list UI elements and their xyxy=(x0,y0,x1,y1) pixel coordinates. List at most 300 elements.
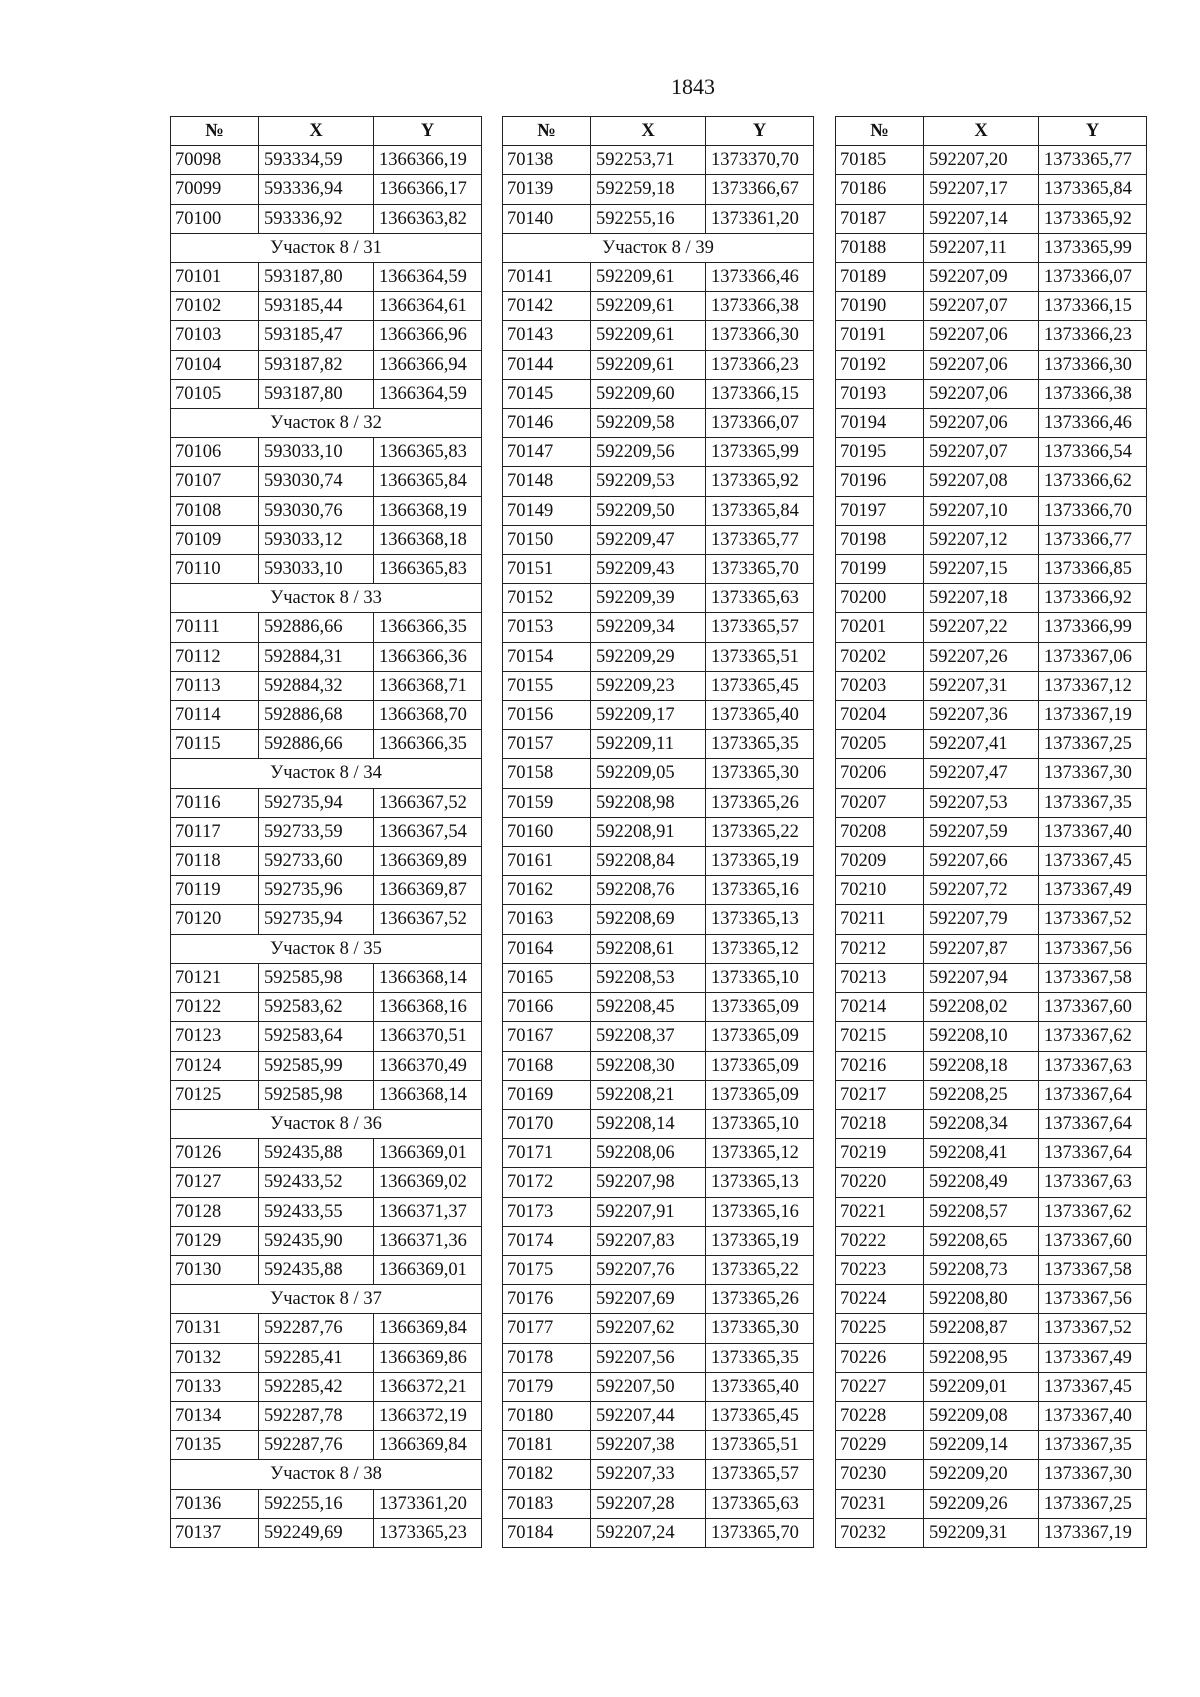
point-number-cell: 70137 xyxy=(171,1518,259,1547)
table-row xyxy=(171,1080,482,1109)
table-row xyxy=(503,1460,814,1489)
table-row xyxy=(171,1051,482,1080)
y-coordinate-cell: 1373366,23 xyxy=(706,350,814,379)
point-number-cell: 70119 xyxy=(171,876,259,905)
y-coordinate-cell: 1366368,16 xyxy=(374,993,482,1022)
x-coordinate-cell: 592207,06 xyxy=(924,321,1039,350)
y-coordinate-cell: 1373365,77 xyxy=(1039,146,1147,175)
table-row xyxy=(171,1401,482,1430)
x-coordinate-cell: 592207,69 xyxy=(591,1285,706,1314)
point-number-cell: 70175 xyxy=(503,1255,591,1284)
table-row xyxy=(171,1489,482,1518)
point-number-cell: 70122 xyxy=(171,993,259,1022)
y-coordinate-cell: 1373367,35 xyxy=(1039,788,1147,817)
table-row xyxy=(503,1314,814,1343)
table-header-row xyxy=(503,117,814,146)
section-row xyxy=(171,409,482,438)
table-row xyxy=(171,292,482,321)
table-row xyxy=(171,1431,482,1460)
point-number-cell: 70127 xyxy=(171,1168,259,1197)
y-coordinate-cell: 1366366,19 xyxy=(374,146,482,175)
point-number-cell: 70165 xyxy=(503,963,591,992)
point-number-cell: 70184 xyxy=(503,1518,591,1547)
y-coordinate-cell: 1373367,64 xyxy=(1039,1139,1147,1168)
table-row xyxy=(503,146,814,175)
x-coordinate-cell: 593336,92 xyxy=(259,204,374,233)
table-row xyxy=(836,321,1147,350)
x-coordinate-cell: 592208,61 xyxy=(591,934,706,963)
x-coordinate-cell: 592259,18 xyxy=(591,175,706,204)
y-coordinate-cell: 1373366,77 xyxy=(1039,525,1147,554)
y-coordinate-cell: 1373366,70 xyxy=(1039,496,1147,525)
point-number-cell: 70199 xyxy=(836,555,924,584)
x-coordinate-cell: 592435,90 xyxy=(259,1226,374,1255)
point-number-cell: 70183 xyxy=(503,1489,591,1518)
point-number-cell: 70123 xyxy=(171,1022,259,1051)
x-coordinate-cell: 592207,22 xyxy=(924,613,1039,642)
x-coordinate-cell: 592207,10 xyxy=(924,496,1039,525)
x-coordinate-cell: 593187,82 xyxy=(259,350,374,379)
x-coordinate-cell: 592585,99 xyxy=(259,1051,374,1080)
point-number-cell: 70154 xyxy=(503,642,591,671)
table-row xyxy=(503,613,814,642)
y-coordinate-cell: 1373365,92 xyxy=(1039,204,1147,233)
x-coordinate-cell: 592209,60 xyxy=(591,379,706,408)
y-coordinate-cell: 1373367,60 xyxy=(1039,993,1147,1022)
table-row xyxy=(171,350,482,379)
y-coordinate-cell: 1366364,59 xyxy=(374,379,482,408)
table-row xyxy=(836,467,1147,496)
y-coordinate-cell: 1373366,99 xyxy=(1039,613,1147,642)
point-number-cell: 70182 xyxy=(503,1460,591,1489)
point-number-cell: 70149 xyxy=(503,496,591,525)
y-coordinate-cell: 1373367,64 xyxy=(1039,1080,1147,1109)
point-number-cell: 70187 xyxy=(836,204,924,233)
point-number-cell: 70106 xyxy=(171,438,259,467)
x-coordinate-cell: 593185,44 xyxy=(259,292,374,321)
point-number-cell: 70145 xyxy=(503,379,591,408)
x-coordinate-cell: 592583,64 xyxy=(259,1022,374,1051)
x-coordinate-cell: 592435,88 xyxy=(259,1255,374,1284)
table-row xyxy=(171,1139,482,1168)
table-row xyxy=(836,788,1147,817)
y-coordinate-cell: 1373365,99 xyxy=(1039,233,1147,262)
table-row xyxy=(171,1197,482,1226)
x-coordinate-cell: 592207,36 xyxy=(924,701,1039,730)
point-number-cell: 70177 xyxy=(503,1314,591,1343)
x-coordinate-cell: 592207,09 xyxy=(924,263,1039,292)
table-row xyxy=(171,204,482,233)
x-coordinate-cell: 592209,61 xyxy=(591,350,706,379)
y-coordinate-cell: 1373365,09 xyxy=(706,1022,814,1051)
y-coordinate-cell: 1366366,17 xyxy=(374,175,482,204)
point-number-cell: 70167 xyxy=(503,1022,591,1051)
x-coordinate-cell: 592209,26 xyxy=(924,1489,1039,1518)
y-coordinate-cell: 1366366,35 xyxy=(374,730,482,759)
y-coordinate-cell: 1373367,58 xyxy=(1039,1255,1147,1284)
point-number-cell: 70215 xyxy=(836,1022,924,1051)
point-number-cell: 70197 xyxy=(836,496,924,525)
x-coordinate-cell: 592207,83 xyxy=(591,1226,706,1255)
y-coordinate-cell: 1366369,87 xyxy=(374,876,482,905)
point-number-cell: 70173 xyxy=(503,1197,591,1226)
y-coordinate-cell: 1366366,96 xyxy=(374,321,482,350)
x-coordinate-cell: 592209,23 xyxy=(591,671,706,700)
point-number-cell: 70129 xyxy=(171,1226,259,1255)
point-number-cell: 70169 xyxy=(503,1080,591,1109)
y-coordinate-cell: 1366364,59 xyxy=(374,263,482,292)
x-coordinate-cell: 592208,87 xyxy=(924,1314,1039,1343)
table-row xyxy=(836,204,1147,233)
x-coordinate-cell: 592207,41 xyxy=(924,730,1039,759)
x-coordinate-cell: 592207,08 xyxy=(924,467,1039,496)
table-row xyxy=(503,701,814,730)
y-coordinate-cell: 1366363,82 xyxy=(374,204,482,233)
point-number-cell: 70121 xyxy=(171,963,259,992)
header-y: Y xyxy=(374,117,482,146)
table-row xyxy=(836,671,1147,700)
table-row xyxy=(503,555,814,584)
y-coordinate-cell: 1373365,22 xyxy=(706,817,814,846)
x-coordinate-cell: 592207,15 xyxy=(924,555,1039,584)
point-number-cell: 70130 xyxy=(171,1255,259,1284)
x-coordinate-cell: 592884,32 xyxy=(259,671,374,700)
y-coordinate-cell: 1366368,19 xyxy=(374,496,482,525)
point-number-cell: 70181 xyxy=(503,1431,591,1460)
table-row xyxy=(836,1022,1147,1051)
y-coordinate-cell: 1373367,25 xyxy=(1039,1489,1147,1518)
y-coordinate-cell: 1373367,06 xyxy=(1039,642,1147,671)
section-label: Участок 8 / 38 xyxy=(171,1460,482,1489)
y-coordinate-cell: 1373367,49 xyxy=(1039,1343,1147,1372)
y-coordinate-cell: 1366369,01 xyxy=(374,1255,482,1284)
point-number-cell: 70140 xyxy=(503,204,591,233)
y-coordinate-cell: 1373367,12 xyxy=(1039,671,1147,700)
table-row xyxy=(171,1314,482,1343)
point-number-cell: 70220 xyxy=(836,1168,924,1197)
x-coordinate-cell: 592208,73 xyxy=(924,1255,1039,1284)
table-row xyxy=(171,847,482,876)
x-coordinate-cell: 592208,65 xyxy=(924,1226,1039,1255)
x-coordinate-cell: 592208,49 xyxy=(924,1168,1039,1197)
table-row xyxy=(503,175,814,204)
y-coordinate-cell: 1373365,51 xyxy=(706,1431,814,1460)
table-row xyxy=(171,905,482,934)
table-row xyxy=(836,584,1147,613)
coordinates-table-1 xyxy=(170,116,482,1548)
table-row xyxy=(503,934,814,963)
table-row xyxy=(836,701,1147,730)
point-number-cell: 70152 xyxy=(503,584,591,613)
y-coordinate-cell: 1366365,83 xyxy=(374,555,482,584)
y-coordinate-cell: 1373367,19 xyxy=(1039,1518,1147,1547)
x-coordinate-cell: 592209,01 xyxy=(924,1372,1039,1401)
table-row xyxy=(503,1343,814,1372)
point-number-cell: 70204 xyxy=(836,701,924,730)
point-number-cell: 70146 xyxy=(503,409,591,438)
point-number-cell: 70161 xyxy=(503,847,591,876)
x-coordinate-cell: 592285,41 xyxy=(259,1343,374,1372)
point-number-cell: 70099 xyxy=(171,175,259,204)
table-row xyxy=(503,1197,814,1226)
point-number-cell: 70109 xyxy=(171,525,259,554)
y-coordinate-cell: 1366369,86 xyxy=(374,1343,482,1372)
x-coordinate-cell: 592207,18 xyxy=(924,584,1039,613)
y-coordinate-cell: 1373367,63 xyxy=(1039,1051,1147,1080)
table-row xyxy=(836,1285,1147,1314)
y-coordinate-cell: 1366365,83 xyxy=(374,438,482,467)
x-coordinate-cell: 592207,56 xyxy=(591,1343,706,1372)
x-coordinate-cell: 592208,25 xyxy=(924,1080,1039,1109)
x-coordinate-cell: 592209,31 xyxy=(924,1518,1039,1547)
x-coordinate-cell: 592207,31 xyxy=(924,671,1039,700)
x-coordinate-cell: 593030,76 xyxy=(259,496,374,525)
point-number-cell: 70128 xyxy=(171,1197,259,1226)
table-row xyxy=(503,876,814,905)
x-coordinate-cell: 592207,44 xyxy=(591,1401,706,1430)
point-number-cell: 70117 xyxy=(171,817,259,846)
point-number-cell: 70159 xyxy=(503,788,591,817)
point-number-cell: 70232 xyxy=(836,1518,924,1547)
point-number-cell: 70136 xyxy=(171,1489,259,1518)
y-coordinate-cell: 1373366,54 xyxy=(1039,438,1147,467)
x-coordinate-cell: 592207,79 xyxy=(924,905,1039,934)
point-number-cell: 70114 xyxy=(171,701,259,730)
table-row xyxy=(171,642,482,671)
table-row xyxy=(171,1372,482,1401)
y-coordinate-cell: 1373365,63 xyxy=(706,584,814,613)
point-number-cell: 70132 xyxy=(171,1343,259,1372)
point-number-cell: 70166 xyxy=(503,993,591,1022)
point-number-cell: 70179 xyxy=(503,1372,591,1401)
y-coordinate-cell: 1373365,70 xyxy=(706,555,814,584)
x-coordinate-cell: 592209,50 xyxy=(591,496,706,525)
x-coordinate-cell: 592209,61 xyxy=(591,292,706,321)
x-coordinate-cell: 592208,10 xyxy=(924,1022,1039,1051)
point-number-cell: 70218 xyxy=(836,1109,924,1138)
y-coordinate-cell: 1373366,23 xyxy=(1039,321,1147,350)
y-coordinate-cell: 1373366,46 xyxy=(706,263,814,292)
x-coordinate-cell: 592207,11 xyxy=(924,233,1039,262)
point-number-cell: 70198 xyxy=(836,525,924,554)
y-coordinate-cell: 1373367,25 xyxy=(1039,730,1147,759)
x-coordinate-cell: 592207,91 xyxy=(591,1197,706,1226)
y-coordinate-cell: 1373365,16 xyxy=(706,1197,814,1226)
table-row xyxy=(836,233,1147,262)
y-coordinate-cell: 1373365,09 xyxy=(706,1051,814,1080)
x-coordinate-cell: 592255,16 xyxy=(591,204,706,233)
table-row xyxy=(503,204,814,233)
y-coordinate-cell: 1366366,35 xyxy=(374,613,482,642)
point-number-cell: 70210 xyxy=(836,876,924,905)
x-coordinate-cell: 592209,34 xyxy=(591,613,706,642)
point-number-cell: 70195 xyxy=(836,438,924,467)
table-row xyxy=(836,146,1147,175)
y-coordinate-cell: 1373367,60 xyxy=(1039,1226,1147,1255)
table-row xyxy=(836,409,1147,438)
table-row xyxy=(503,1022,814,1051)
x-coordinate-cell: 592253,71 xyxy=(591,146,706,175)
point-number-cell: 70185 xyxy=(836,146,924,175)
point-number-cell: 70144 xyxy=(503,350,591,379)
point-number-cell: 70150 xyxy=(503,525,591,554)
point-number-cell: 70138 xyxy=(503,146,591,175)
table-row xyxy=(503,671,814,700)
table-header-row xyxy=(836,117,1147,146)
y-coordinate-cell: 1373365,12 xyxy=(706,1139,814,1168)
x-coordinate-cell: 592207,76 xyxy=(591,1255,706,1284)
y-coordinate-cell: 1373365,13 xyxy=(706,1168,814,1197)
page-number: 1843 xyxy=(671,74,715,99)
header-y: Y xyxy=(706,117,814,146)
point-number-cell: 70155 xyxy=(503,671,591,700)
x-coordinate-cell: 592207,06 xyxy=(924,379,1039,408)
point-number-cell: 70124 xyxy=(171,1051,259,1080)
point-number-cell: 70112 xyxy=(171,642,259,671)
x-coordinate-cell: 592208,30 xyxy=(591,1051,706,1080)
table-row xyxy=(503,1255,814,1284)
y-coordinate-cell: 1373367,19 xyxy=(1039,701,1147,730)
x-coordinate-cell: 592208,41 xyxy=(924,1139,1039,1168)
y-coordinate-cell: 1373365,35 xyxy=(706,730,814,759)
x-coordinate-cell: 592207,47 xyxy=(924,759,1039,788)
point-number-cell: 70100 xyxy=(171,204,259,233)
point-number-cell: 70219 xyxy=(836,1139,924,1168)
point-number-cell: 70170 xyxy=(503,1109,591,1138)
table-row xyxy=(171,1255,482,1284)
point-number-cell: 70229 xyxy=(836,1431,924,1460)
section-label: Участок 8 / 36 xyxy=(171,1109,482,1138)
table-row xyxy=(836,1431,1147,1460)
point-number-cell: 70148 xyxy=(503,467,591,496)
point-number-cell: 70111 xyxy=(171,613,259,642)
section-row xyxy=(171,584,482,613)
x-coordinate-cell: 592209,11 xyxy=(591,730,706,759)
point-number-cell: 70211 xyxy=(836,905,924,934)
point-number-cell: 70156 xyxy=(503,701,591,730)
y-coordinate-cell: 1373365,09 xyxy=(706,993,814,1022)
table-row xyxy=(171,1022,482,1051)
point-number-cell: 70131 xyxy=(171,1314,259,1343)
y-coordinate-cell: 1373367,63 xyxy=(1039,1168,1147,1197)
point-number-cell: 70203 xyxy=(836,671,924,700)
y-coordinate-cell: 1373365,35 xyxy=(706,1343,814,1372)
y-coordinate-cell: 1373367,45 xyxy=(1039,1372,1147,1401)
point-number-cell: 70222 xyxy=(836,1226,924,1255)
y-coordinate-cell: 1366371,37 xyxy=(374,1197,482,1226)
y-coordinate-cell: 1373365,19 xyxy=(706,847,814,876)
section-label: Участок 8 / 31 xyxy=(171,233,482,262)
point-number-cell: 70226 xyxy=(836,1343,924,1372)
point-number-cell: 70206 xyxy=(836,759,924,788)
x-coordinate-cell: 592207,06 xyxy=(924,409,1039,438)
table-row xyxy=(503,963,814,992)
point-number-cell: 70116 xyxy=(171,788,259,817)
section-label: Участок 8 / 32 xyxy=(171,409,482,438)
point-number-cell: 70212 xyxy=(836,934,924,963)
table-row xyxy=(171,263,482,292)
table-row xyxy=(503,496,814,525)
y-coordinate-cell: 1373365,10 xyxy=(706,963,814,992)
x-coordinate-cell: 592884,31 xyxy=(259,642,374,671)
point-number-cell: 70202 xyxy=(836,642,924,671)
point-number-cell: 70205 xyxy=(836,730,924,759)
y-coordinate-cell: 1373366,85 xyxy=(1039,555,1147,584)
x-coordinate-cell: 593187,80 xyxy=(259,263,374,292)
point-number-cell: 70208 xyxy=(836,817,924,846)
table-row xyxy=(171,438,482,467)
point-number-cell: 70120 xyxy=(171,905,259,934)
point-number-cell: 70228 xyxy=(836,1401,924,1430)
point-number-cell: 70168 xyxy=(503,1051,591,1080)
point-number-cell: 70200 xyxy=(836,584,924,613)
y-coordinate-cell: 1373365,40 xyxy=(706,1372,814,1401)
table-row xyxy=(836,379,1147,408)
table-row xyxy=(836,1255,1147,1284)
y-coordinate-cell: 1366367,54 xyxy=(374,817,482,846)
x-coordinate-cell: 592208,02 xyxy=(924,993,1039,1022)
table-row xyxy=(171,379,482,408)
point-number-cell: 70223 xyxy=(836,1255,924,1284)
section-label: Участок 8 / 37 xyxy=(171,1285,482,1314)
x-coordinate-cell: 592209,47 xyxy=(591,525,706,554)
y-coordinate-cell: 1373367,35 xyxy=(1039,1431,1147,1460)
y-coordinate-cell: 1366368,71 xyxy=(374,671,482,700)
x-coordinate-cell: 592209,05 xyxy=(591,759,706,788)
y-coordinate-cell: 1373365,77 xyxy=(706,525,814,554)
header-y: Y xyxy=(1039,117,1147,146)
point-number-cell: 70216 xyxy=(836,1051,924,1080)
y-coordinate-cell: 1373366,30 xyxy=(706,321,814,350)
point-number-cell: 70217 xyxy=(836,1080,924,1109)
table-row xyxy=(836,1401,1147,1430)
table-row xyxy=(171,525,482,554)
y-coordinate-cell: 1373365,57 xyxy=(706,1460,814,1489)
point-number-cell: 70164 xyxy=(503,934,591,963)
x-coordinate-cell: 592287,76 xyxy=(259,1314,374,1343)
section-row xyxy=(171,1109,482,1138)
y-coordinate-cell: 1373361,20 xyxy=(706,204,814,233)
y-coordinate-cell: 1373367,56 xyxy=(1039,934,1147,963)
x-coordinate-cell: 592209,29 xyxy=(591,642,706,671)
y-coordinate-cell: 1373365,16 xyxy=(706,876,814,905)
table-row xyxy=(503,1401,814,1430)
y-coordinate-cell: 1366369,01 xyxy=(374,1139,482,1168)
table-row xyxy=(836,438,1147,467)
y-coordinate-cell: 1366364,61 xyxy=(374,292,482,321)
point-number-cell: 70135 xyxy=(171,1431,259,1460)
x-coordinate-cell: 592886,68 xyxy=(259,701,374,730)
y-coordinate-cell: 1366369,02 xyxy=(374,1168,482,1197)
point-number-cell: 70110 xyxy=(171,555,259,584)
point-number-cell: 70105 xyxy=(171,379,259,408)
x-coordinate-cell: 592209,58 xyxy=(591,409,706,438)
table-row xyxy=(836,1051,1147,1080)
y-coordinate-cell: 1373365,30 xyxy=(706,759,814,788)
table-row xyxy=(836,1109,1147,1138)
y-coordinate-cell: 1366370,51 xyxy=(374,1022,482,1051)
section-label: Участок 8 / 39 xyxy=(503,233,814,262)
x-coordinate-cell: 592207,28 xyxy=(591,1489,706,1518)
table-row xyxy=(503,1139,814,1168)
y-coordinate-cell: 1373365,92 xyxy=(706,467,814,496)
point-number-cell: 70192 xyxy=(836,350,924,379)
point-number-cell: 70142 xyxy=(503,292,591,321)
y-coordinate-cell: 1373366,38 xyxy=(1039,379,1147,408)
x-coordinate-cell: 592583,62 xyxy=(259,993,374,1022)
table-row xyxy=(503,263,814,292)
section-label: Участок 8 / 35 xyxy=(171,934,482,963)
